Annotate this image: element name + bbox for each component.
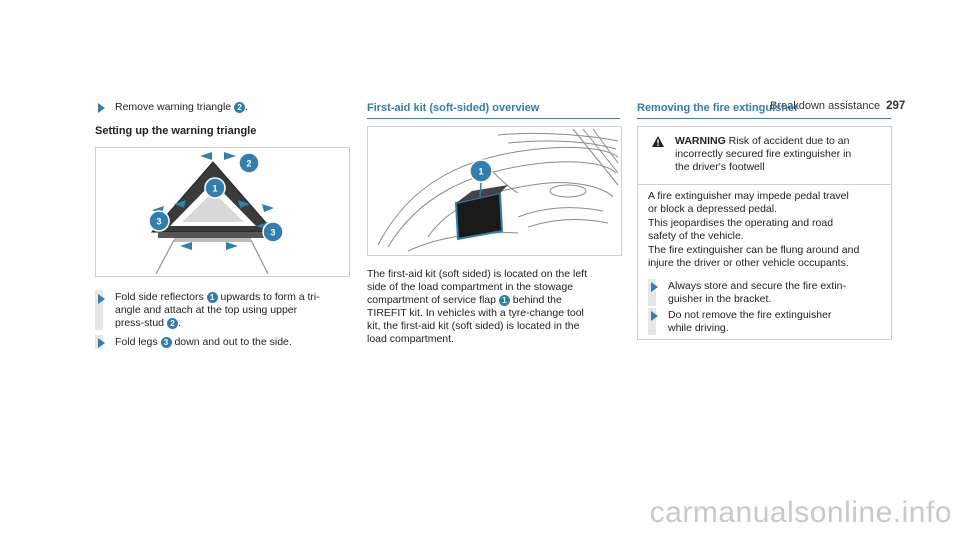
callout-badge: 2 (167, 318, 178, 329)
step-fold-reflectors: Fold side reflectors 1 upwards to form a tri- angle and attach at the top using upper press-stud 2 . (115, 291, 320, 329)
callout-badge: 3 (161, 337, 172, 348)
step-arrow-icon (651, 311, 658, 321)
watermark: carmanualsonline.info (649, 496, 952, 529)
header-section: Breakdown assistance (770, 100, 881, 112)
page-number: 297 (886, 100, 906, 112)
step-arrow-icon (98, 294, 105, 304)
step-do-not-remove: Do not remove the fire extinguisher while driving. (668, 309, 832, 334)
svg-text:3: 3 (156, 216, 162, 227)
svg-text:1: 1 (478, 166, 484, 177)
figure-callout-3-left (149, 211, 169, 231)
step-arrow-icon (98, 338, 105, 348)
step-store-extinguisher: Always store and secure the fire extin- guisher in the bracket. (668, 280, 846, 305)
step-arrow-icon (98, 103, 105, 113)
warning-body-1: A fire extinguisher may impede pedal travel or block a depressed pedal. (648, 190, 849, 215)
first-aid-description: The first-aid kit (soft sided) is located on the left side of the load compartment in the stowage compartment of service flap 1 behind the TIREFIT kit. In vehicles with a tyre-change tool kit, the first-aid kit (soft sided) is located in the load compartment. (367, 268, 588, 345)
figure-warning-triangle (95, 147, 350, 277)
section-heading-fire-extinguisher: Removing the fire extinguisher (637, 102, 799, 114)
section-heading-first-aid: First-aid kit (soft-sided) overview (367, 102, 540, 114)
warning-body-2: This jeopardises the operating and road safety of the vehicle. (648, 217, 834, 242)
callout-badge: 2 (234, 102, 245, 113)
step-remove-triangle: Remove warning triangle 2 . (115, 101, 248, 113)
section-rule (637, 118, 891, 119)
callout-badge: 1 (207, 292, 218, 303)
warning-label: WARNING (675, 135, 726, 147)
load-compartment-illustration (368, 127, 621, 255)
callout-badge: 1 (499, 295, 510, 306)
figure-callout-1 (205, 178, 225, 198)
svg-text:1: 1 (212, 183, 218, 194)
svg-text:2: 2 (246, 158, 252, 169)
section-rule (367, 118, 620, 119)
figure-callout-1 (470, 160, 492, 182)
figure-callout-2 (239, 153, 259, 173)
warning-box (637, 126, 892, 340)
warning-triangle-icon (652, 136, 664, 147)
step-fold-legs: Fold legs 3 down and out to the side. (115, 336, 292, 348)
figure-callout-3-right (263, 222, 283, 242)
subheading-setting-up: Setting up the warning triangle (95, 125, 257, 137)
step-arrow-icon (651, 282, 658, 292)
warning-header (638, 127, 891, 185)
warning-triangle-illustration (96, 148, 349, 276)
warning-text: WARNING Risk of accident due to an incorrectly secured fire extinguisher in the driver's footwell (675, 135, 852, 173)
warning-body-3: The fire extinguisher can be flung around and injure the driver or other vehicle occupants. (648, 244, 860, 269)
svg-text:3: 3 (270, 227, 276, 238)
figure-first-aid-kit (367, 126, 622, 256)
